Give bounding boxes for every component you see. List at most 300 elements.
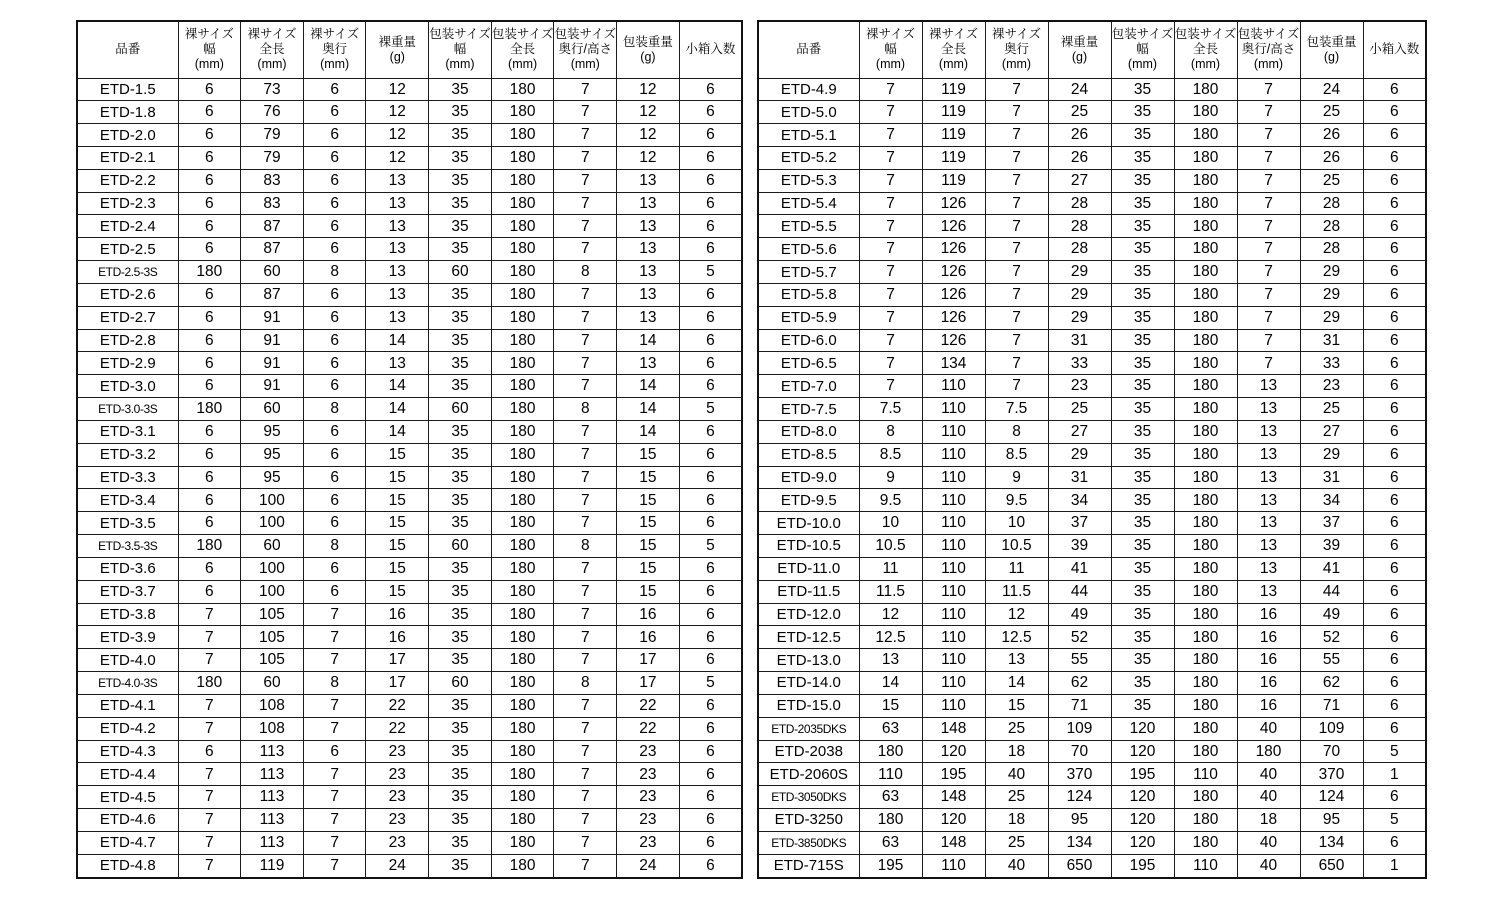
value-cell: 22 (366, 717, 429, 740)
value-cell: 124 (1048, 786, 1111, 809)
value-cell: 16 (366, 626, 429, 649)
value-cell: 110 (922, 603, 985, 626)
value-cell: 7 (178, 809, 241, 832)
product-code-cell: ETD-9.0 (758, 466, 859, 489)
product-code-cell: ETD-2038 (758, 740, 859, 763)
value-cell: 60 (429, 261, 492, 284)
table-row (77, 672, 742, 695)
product-code-cell: ETD-4.3 (77, 740, 178, 763)
value-cell: 40 (1237, 831, 1300, 854)
value-cell: 35 (429, 124, 492, 147)
value-cell: 110 (922, 443, 985, 466)
table-row (77, 329, 742, 352)
value-cell: 52 (1300, 626, 1363, 649)
value-cell: 7 (985, 352, 1048, 375)
value-cell: 87 (241, 283, 304, 306)
value-cell: 180 (859, 740, 922, 763)
value-cell: 180 (491, 329, 554, 352)
value-cell: 180 (1174, 809, 1237, 832)
column-header-package-width: 包装サイズ 幅 (mm) (429, 21, 492, 78)
value-cell: 6 (679, 831, 742, 854)
value-cell: 180 (1237, 740, 1300, 763)
value-cell: 35 (429, 809, 492, 832)
value-cell: 35 (1111, 306, 1174, 329)
value-cell: 35 (429, 717, 492, 740)
value-cell: 95 (241, 443, 304, 466)
value-cell: 22 (366, 694, 429, 717)
value-cell: 119 (922, 169, 985, 192)
value-cell: 12 (859, 603, 922, 626)
value-cell: 110 (1174, 854, 1237, 878)
value-cell: 44 (1048, 580, 1111, 603)
value-cell: 13 (985, 649, 1048, 672)
value-cell: 12 (617, 124, 680, 147)
value-cell: 6 (1363, 146, 1426, 169)
value-cell: 17 (366, 649, 429, 672)
value-cell: 35 (429, 740, 492, 763)
value-cell: 180 (1174, 306, 1237, 329)
value-cell: 180 (1174, 649, 1237, 672)
value-cell: 7 (554, 786, 617, 809)
value-cell: 7 (985, 375, 1048, 398)
value-cell: 15 (859, 694, 922, 717)
value-cell: 6 (679, 694, 742, 717)
product-code-cell: ETD-3.0 (77, 375, 178, 398)
value-cell: 71 (1300, 694, 1363, 717)
value-cell: 11 (859, 557, 922, 580)
value-cell: 25 (1048, 398, 1111, 421)
value-cell: 22 (617, 694, 680, 717)
table-row (758, 146, 1426, 169)
value-cell: 35 (429, 831, 492, 854)
value-cell: 24 (366, 854, 429, 878)
value-cell: 6 (679, 580, 742, 603)
product-code-cell: ETD-5.5 (758, 215, 859, 238)
table-row (77, 557, 742, 580)
value-cell: 6 (1363, 831, 1426, 854)
value-cell: 110 (922, 580, 985, 603)
product-code-cell: ETD-3.5 (77, 512, 178, 535)
value-cell: 180 (491, 831, 554, 854)
value-cell: 7 (859, 375, 922, 398)
value-cell: 7 (1237, 192, 1300, 215)
value-cell: 109 (1048, 717, 1111, 740)
value-cell: 35 (1111, 169, 1174, 192)
value-cell: 60 (429, 398, 492, 421)
value-cell: 35 (429, 489, 492, 512)
value-cell: 23 (366, 740, 429, 763)
product-code-cell: ETD-3250 (758, 809, 859, 832)
value-cell: 91 (241, 329, 304, 352)
table-row (758, 786, 1426, 809)
table-row (77, 238, 742, 261)
value-cell: 110 (859, 763, 922, 786)
value-cell: 6 (679, 763, 742, 786)
table-row (758, 169, 1426, 192)
value-cell: 14 (859, 672, 922, 695)
value-cell: 195 (859, 854, 922, 878)
value-cell: 8 (303, 398, 366, 421)
value-cell: 110 (922, 557, 985, 580)
value-cell: 23 (617, 740, 680, 763)
table-row (77, 101, 742, 124)
value-cell: 16 (366, 603, 429, 626)
table-row (77, 763, 742, 786)
product-code-cell: ETD-5.8 (758, 283, 859, 306)
table-row (758, 306, 1426, 329)
value-cell: 26 (1048, 124, 1111, 147)
value-cell: 13 (366, 352, 429, 375)
value-cell: 6 (303, 375, 366, 398)
value-cell: 12 (617, 101, 680, 124)
value-cell: 7 (859, 78, 922, 101)
value-cell: 27 (1300, 420, 1363, 443)
value-cell: 6 (178, 101, 241, 124)
value-cell: 16 (1237, 649, 1300, 672)
value-cell: 195 (922, 763, 985, 786)
value-cell: 6 (679, 603, 742, 626)
product-code-cell: ETD-3.7 (77, 580, 178, 603)
value-cell: 15 (366, 580, 429, 603)
value-cell: 7 (859, 329, 922, 352)
value-cell: 14 (617, 398, 680, 421)
value-cell: 29 (1300, 443, 1363, 466)
value-cell: 16 (1237, 672, 1300, 695)
value-cell: 180 (1174, 443, 1237, 466)
value-cell: 7 (859, 124, 922, 147)
value-cell: 180 (1174, 717, 1237, 740)
value-cell: 8 (554, 261, 617, 284)
value-cell: 35 (429, 78, 492, 101)
product-code-cell: ETD-3850DKS (758, 831, 859, 854)
value-cell: 180 (1174, 557, 1237, 580)
value-cell: 23 (1048, 375, 1111, 398)
value-cell: 33 (1300, 352, 1363, 375)
value-cell: 7 (303, 717, 366, 740)
product-code-cell: ETD-9.5 (758, 489, 859, 512)
value-cell: 35 (429, 283, 492, 306)
value-cell: 6 (303, 466, 366, 489)
value-cell: 60 (429, 672, 492, 695)
value-cell: 7 (1237, 261, 1300, 284)
value-cell: 7 (554, 854, 617, 878)
table-row (758, 717, 1426, 740)
value-cell: 25 (985, 717, 1048, 740)
value-cell: 7 (554, 580, 617, 603)
value-cell: 27 (1048, 420, 1111, 443)
value-cell: 35 (1111, 603, 1174, 626)
value-cell: 23 (617, 786, 680, 809)
value-cell: 7 (1237, 146, 1300, 169)
value-cell: 23 (617, 763, 680, 786)
value-cell: 7 (178, 763, 241, 786)
product-code-cell: ETD-715S (758, 854, 859, 878)
value-cell: 7 (303, 626, 366, 649)
value-cell: 8.5 (859, 443, 922, 466)
value-cell: 44 (1300, 580, 1363, 603)
value-cell: 119 (241, 854, 304, 878)
value-cell: 6 (679, 740, 742, 763)
value-cell: 6 (679, 557, 742, 580)
value-cell: 95 (241, 420, 304, 443)
value-cell: 7 (554, 124, 617, 147)
product-code-cell: ETD-8.5 (758, 443, 859, 466)
value-cell: 105 (241, 626, 304, 649)
value-cell: 6 (1363, 261, 1426, 284)
value-cell: 148 (922, 786, 985, 809)
value-cell: 6 (178, 443, 241, 466)
value-cell: 195 (1111, 854, 1174, 878)
value-cell: 110 (922, 398, 985, 421)
value-cell: 7 (1237, 215, 1300, 238)
value-cell: 180 (1174, 101, 1237, 124)
value-cell: 13 (617, 283, 680, 306)
value-cell: 6 (1363, 580, 1426, 603)
value-cell: 7 (554, 831, 617, 854)
value-cell: 24 (617, 854, 680, 878)
value-cell: 40 (985, 854, 1048, 878)
value-cell: 6 (1363, 717, 1426, 740)
value-cell: 120 (1111, 786, 1174, 809)
table-row (758, 78, 1426, 101)
table-row (77, 420, 742, 443)
value-cell: 7 (1237, 124, 1300, 147)
product-code-cell: ETD-5.4 (758, 192, 859, 215)
value-cell: 180 (178, 398, 241, 421)
value-cell: 180 (1174, 580, 1237, 603)
value-cell: 7 (1237, 329, 1300, 352)
value-cell: 6 (178, 124, 241, 147)
value-cell: 6 (303, 124, 366, 147)
value-cell: 91 (241, 352, 304, 375)
value-cell: 180 (491, 466, 554, 489)
value-cell: 28 (1048, 215, 1111, 238)
value-cell: 180 (491, 101, 554, 124)
value-cell: 6 (1363, 375, 1426, 398)
product-code-cell: ETD-3.1 (77, 420, 178, 443)
value-cell: 6 (679, 626, 742, 649)
value-cell: 12 (617, 146, 680, 169)
value-cell: 25 (1300, 398, 1363, 421)
value-cell: 7 (1237, 101, 1300, 124)
value-cell: 6 (303, 443, 366, 466)
value-cell: 13 (617, 352, 680, 375)
value-cell: 15 (617, 489, 680, 512)
value-cell: 7 (554, 192, 617, 215)
value-cell: 6 (679, 443, 742, 466)
value-cell: 17 (366, 672, 429, 695)
header-row (77, 21, 742, 78)
value-cell: 180 (1174, 603, 1237, 626)
value-cell: 180 (1174, 375, 1237, 398)
table-row (77, 694, 742, 717)
value-cell: 7 (985, 101, 1048, 124)
value-cell: 370 (1300, 763, 1363, 786)
product-code-cell: ETD-2.9 (77, 352, 178, 375)
value-cell: 16 (617, 603, 680, 626)
value-cell: 6 (178, 238, 241, 261)
value-cell: 113 (241, 809, 304, 832)
value-cell: 16 (617, 626, 680, 649)
value-cell: 35 (429, 443, 492, 466)
value-cell: 13 (1237, 535, 1300, 558)
table-row (758, 420, 1426, 443)
value-cell: 7 (985, 215, 1048, 238)
value-cell: 6 (1363, 283, 1426, 306)
value-cell: 13 (1237, 375, 1300, 398)
value-cell: 7 (554, 352, 617, 375)
value-cell: 126 (922, 329, 985, 352)
value-cell: 11.5 (985, 580, 1048, 603)
value-cell: 40 (1237, 717, 1300, 740)
table-row (77, 78, 742, 101)
value-cell: 6 (303, 306, 366, 329)
value-cell: 60 (429, 535, 492, 558)
value-cell: 7 (985, 146, 1048, 169)
value-cell: 180 (1174, 489, 1237, 512)
value-cell: 180 (859, 809, 922, 832)
value-cell: 7 (1237, 78, 1300, 101)
table-row (758, 238, 1426, 261)
value-cell: 35 (1111, 398, 1174, 421)
value-cell: 13 (366, 169, 429, 192)
value-cell: 180 (491, 489, 554, 512)
product-code-cell: ETD-1.5 (77, 78, 178, 101)
value-cell: 35 (1111, 443, 1174, 466)
value-cell: 120 (922, 809, 985, 832)
table-row (77, 786, 742, 809)
value-cell: 180 (491, 580, 554, 603)
value-cell: 7 (985, 78, 1048, 101)
table-row (758, 215, 1426, 238)
product-code-cell: ETD-13.0 (758, 649, 859, 672)
value-cell: 79 (241, 146, 304, 169)
value-cell: 180 (491, 443, 554, 466)
table-row (77, 740, 742, 763)
value-cell: 31 (1300, 466, 1363, 489)
value-cell: 7 (554, 146, 617, 169)
value-cell: 7 (178, 786, 241, 809)
product-code-cell: ETD-4.0 (77, 649, 178, 672)
value-cell: 29 (1048, 443, 1111, 466)
product-code-cell: ETD-2.0 (77, 124, 178, 147)
value-cell: 180 (1174, 535, 1237, 558)
value-cell: 52 (1048, 626, 1111, 649)
column-header-box-quantity: 小箱入数 (679, 21, 742, 78)
value-cell: 1 (1363, 854, 1426, 878)
value-cell: 41 (1300, 557, 1363, 580)
value-cell: 35 (1111, 352, 1174, 375)
value-cell: 31 (1048, 329, 1111, 352)
value-cell: 8.5 (985, 443, 1048, 466)
value-cell: 25 (1300, 169, 1363, 192)
column-header-bare-depth: 裸サイズ 奥行 (mm) (985, 21, 1048, 78)
value-cell: 13 (366, 283, 429, 306)
value-cell: 35 (1111, 557, 1174, 580)
value-cell: 37 (1048, 512, 1111, 535)
column-header-package-depth: 包装サイズ 奥行/高さ (mm) (554, 21, 617, 78)
value-cell: 9.5 (985, 489, 1048, 512)
value-cell: 10.5 (985, 535, 1048, 558)
value-cell: 7 (859, 146, 922, 169)
value-cell: 7 (859, 283, 922, 306)
value-cell: 6 (679, 215, 742, 238)
value-cell: 35 (429, 603, 492, 626)
product-code-cell: ETD-2060S (758, 763, 859, 786)
table-row (77, 717, 742, 740)
value-cell: 6 (303, 192, 366, 215)
value-cell: 6 (1363, 169, 1426, 192)
value-cell: 9 (859, 466, 922, 489)
value-cell: 7 (554, 740, 617, 763)
value-cell: 13 (617, 192, 680, 215)
value-cell: 35 (429, 169, 492, 192)
value-cell: 6 (178, 169, 241, 192)
table-row (77, 626, 742, 649)
value-cell: 7 (178, 603, 241, 626)
value-cell: 9 (985, 466, 1048, 489)
value-cell: 13 (1237, 489, 1300, 512)
spec-table-right (757, 20, 1427, 879)
value-cell: 6 (178, 512, 241, 535)
value-cell: 6 (1363, 101, 1426, 124)
product-code-cell: ETD-2.5 (77, 238, 178, 261)
table-row (77, 649, 742, 672)
product-code-cell: ETD-4.0-3S (77, 672, 178, 695)
value-cell: 25 (1300, 101, 1363, 124)
product-code-cell: ETD-2.2 (77, 169, 178, 192)
value-cell: 14 (366, 420, 429, 443)
value-cell: 6 (1363, 626, 1426, 649)
product-code-cell: ETD-2.4 (77, 215, 178, 238)
value-cell: 180 (1174, 512, 1237, 535)
value-cell: 6 (679, 466, 742, 489)
value-cell: 13 (1237, 398, 1300, 421)
value-cell: 119 (922, 101, 985, 124)
value-cell: 13 (617, 215, 680, 238)
value-cell: 23 (617, 809, 680, 832)
value-cell: 34 (1048, 489, 1111, 512)
value-cell: 25 (985, 831, 1048, 854)
value-cell: 180 (1174, 261, 1237, 284)
column-header-bare-length: 裸サイズ 全長 (mm) (241, 21, 304, 78)
value-cell: 7 (985, 169, 1048, 192)
value-cell: 7 (178, 694, 241, 717)
value-cell: 6 (679, 192, 742, 215)
value-cell: 29 (1300, 306, 1363, 329)
value-cell: 7 (178, 854, 241, 878)
value-cell: 6 (178, 375, 241, 398)
value-cell: 7 (554, 626, 617, 649)
value-cell: 87 (241, 215, 304, 238)
value-cell: 6 (1363, 443, 1426, 466)
value-cell: 7 (554, 169, 617, 192)
value-cell: 35 (429, 215, 492, 238)
table-row (77, 831, 742, 854)
value-cell: 76 (241, 101, 304, 124)
product-code-cell: ETD-4.5 (77, 786, 178, 809)
value-cell: 650 (1300, 854, 1363, 878)
product-code-cell: ETD-4.2 (77, 717, 178, 740)
value-cell: 7 (985, 306, 1048, 329)
value-cell: 7 (859, 101, 922, 124)
table-row (77, 192, 742, 215)
value-cell: 35 (1111, 512, 1174, 535)
value-cell: 7 (554, 489, 617, 512)
value-cell: 35 (429, 626, 492, 649)
table-row (758, 329, 1426, 352)
value-cell: 113 (241, 763, 304, 786)
